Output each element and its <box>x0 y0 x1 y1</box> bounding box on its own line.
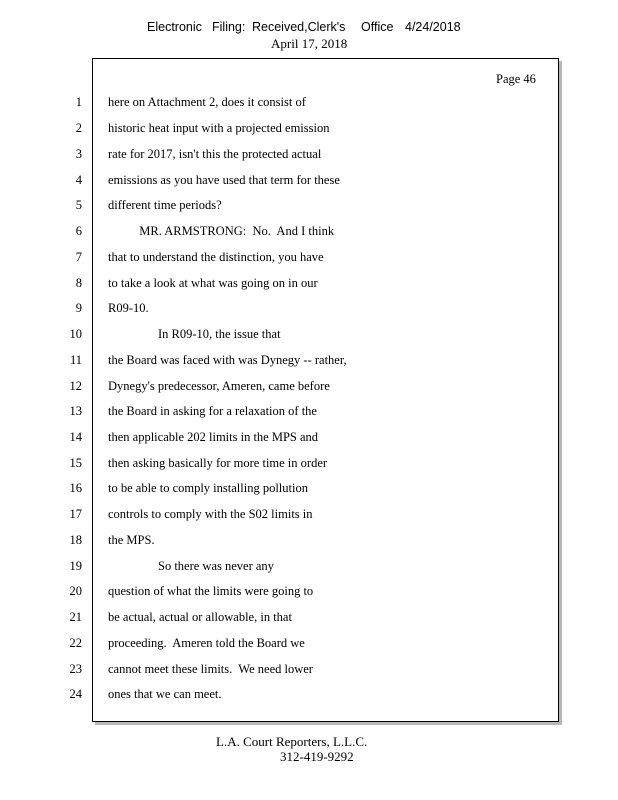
line-number: 13 <box>69 404 82 418</box>
line-text: then applicable 202 limits in the MPS and <box>108 430 319 444</box>
transcript-line <box>0 249 618 265</box>
line-number: 16 <box>69 481 82 495</box>
line-number: 10 <box>69 327 82 341</box>
transcript-line <box>0 120 618 136</box>
line-number: 21 <box>69 610 82 624</box>
line-text: So there was never any <box>108 559 274 573</box>
stamp-filing: Filing: <box>212 20 246 34</box>
transcript-line <box>0 403 618 419</box>
line-number: 20 <box>69 584 82 598</box>
transcript-line <box>0 609 618 625</box>
line-text: cannot meet these limits. We need lower <box>108 662 313 676</box>
line-text: Dynegy's predecessor, Ameren, came before <box>108 379 330 393</box>
line-number: 5 <box>75 198 82 212</box>
line-text: that to understand the distinction, you have <box>108 250 324 264</box>
footer-phone: 312-419-9292 <box>280 749 354 764</box>
stamp-office: Office <box>361 20 394 34</box>
line-number: 14 <box>69 430 82 444</box>
line-number: 15 <box>69 456 82 470</box>
transcript-line <box>0 686 618 702</box>
line-number: 4 <box>75 173 82 187</box>
transcript-line <box>0 558 618 574</box>
line-number: 24 <box>69 687 82 701</box>
line-text: the Board was faced with was Dynegy -- rather, <box>108 353 347 367</box>
stamp-received: Received,Clerk's <box>252 20 346 34</box>
line-number: 6 <box>75 224 82 238</box>
transcript-line <box>0 94 618 110</box>
stamp-date: 4/24/2018 <box>405 20 461 34</box>
line-number: 23 <box>69 662 82 676</box>
line-number: 2 <box>75 121 82 135</box>
line-text: emissions as you have used that term for these <box>108 173 340 187</box>
transcript-line <box>0 506 618 522</box>
line-number: 3 <box>75 147 82 161</box>
filing-stamp <box>0 20 618 36</box>
transcript-line <box>0 455 618 471</box>
line-number: 9 <box>75 301 82 315</box>
transcript-line <box>0 172 618 188</box>
transcript-line <box>0 223 618 239</box>
line-text: question of what the limits were going to <box>108 584 314 598</box>
transcript-line <box>0 197 618 213</box>
transcript-line <box>0 532 618 548</box>
line-text: here on Attachment 2, does it consist of <box>108 95 306 109</box>
line-text: the MPS. <box>108 533 155 547</box>
line-number: 18 <box>69 533 82 547</box>
transcript-line <box>0 326 618 342</box>
line-text: In R09-10, the issue that <box>108 327 281 341</box>
line-text: controls to comply with the S02 limits in <box>108 507 313 521</box>
line-text: historic heat input with a projected emission <box>108 121 330 135</box>
line-number: 12 <box>69 379 82 393</box>
line-number: 1 <box>75 95 82 109</box>
line-text: be actual, actual or allowable, in that <box>108 610 292 624</box>
line-text: proceeding. Ameren told the Board we <box>108 636 305 650</box>
transcript-line <box>0 429 618 445</box>
line-text: R09-10. <box>108 301 149 315</box>
line-text: ones that we can meet. <box>108 687 222 701</box>
transcript-line <box>0 635 618 651</box>
transcript-line <box>0 146 618 162</box>
line-text: different time periods? <box>108 198 222 212</box>
footer-company: L.A. Court Reporters, L.L.C. <box>216 734 368 749</box>
line-text: to take a look at what was going on in our <box>108 276 318 290</box>
line-text: to be able to comply installing pollution <box>108 481 308 495</box>
page-number: Page 46 <box>496 72 536 86</box>
line-text: the Board in asking for a relaxation of the <box>108 404 317 418</box>
line-text: then asking basically for more time in order <box>108 456 328 470</box>
transcript-line <box>0 378 618 394</box>
transcript-line <box>0 300 618 316</box>
line-number: 17 <box>69 507 82 521</box>
hearing-date: April 17, 2018 <box>271 36 348 51</box>
line-text: MR. ARMSTRONG: No. And I think <box>108 224 335 238</box>
transcript-line <box>0 352 618 368</box>
stamp-electronic: Electronic <box>147 20 202 34</box>
line-number: 11 <box>69 353 82 367</box>
transcript-line <box>0 583 618 599</box>
line-text: rate for 2017, isn't this the protected actual <box>108 147 322 161</box>
transcript-line <box>0 480 618 496</box>
transcript-line <box>0 275 618 291</box>
line-number: 8 <box>75 276 82 290</box>
line-number: 7 <box>75 250 82 264</box>
transcript-line <box>0 661 618 677</box>
line-number: 19 <box>69 559 82 573</box>
line-number: 22 <box>69 636 82 650</box>
